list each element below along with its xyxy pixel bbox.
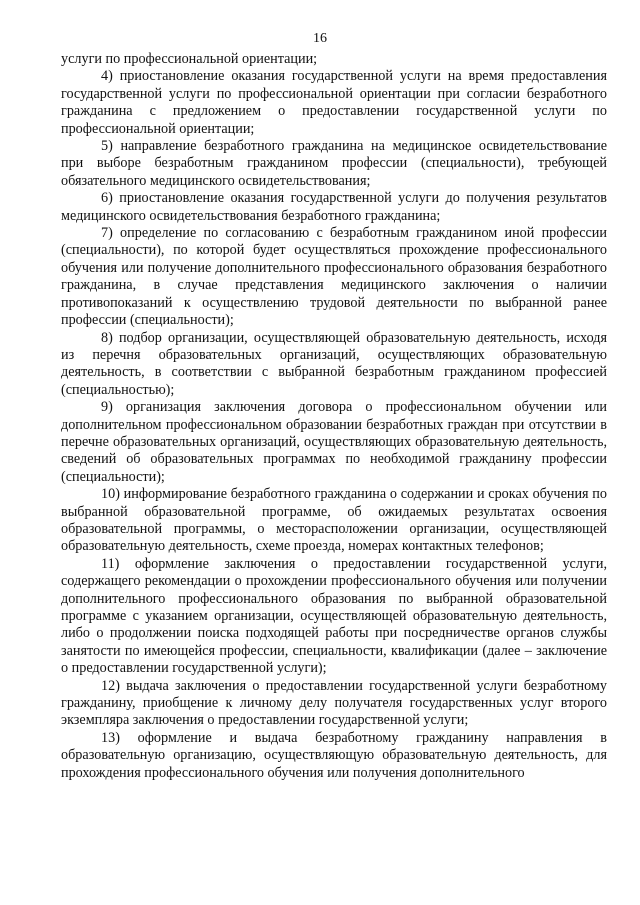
paragraph-item-5: 5) направление безработного гражданина на медицинское освидетельствование при выборе безработным гражданином профессии (специальности), требующей обязательного медицинского освидетельствования; xyxy=(61,138,607,189)
paragraph-item-9: 9) организация заключения договора о профессиональном обучении или дополнительном профессиональном образовании безработных граждан при отсутствии в перечне образовательных организаций, осуществляющих образовательную деятельность, сведений об образовательных программах по необходимой гражданину профессии (специальности); xyxy=(61,399,607,485)
page-number: 16 xyxy=(313,31,327,46)
paragraph-item-10: 10) информирование безработного гражданина о содержании и сроках обучения по выбранной образовательной программе, об ожидаемых результатах освоения образовательной программы, о месторасположении организации, осуществляющей образовательную деятельность, схеме проезда, номерах контактных телефонов; xyxy=(61,486,607,555)
paragraph-item-8: 8) подбор организации, осуществляющей образовательную деятельность, исходя из перечня образовательных организаций, осуществляющих образовательную деятельность, в соответствии с выбранной безработным гражданином профессией (специальностью); xyxy=(61,329,607,398)
paragraph-item-13: 13) оформление и выдача безработному гражданину направления в образовательную организацию, осуществляющую образовательную деятельность, для прохождения профессионального обучения или получения дополнительного xyxy=(61,729,607,781)
paragraph-item-7: 7) определение по согласованию с безработным гражданином иной профессии (специальности), по которой будет осуществляться прохождение профессионального обучения или получение дополнительного профессионального образования безработного гражданина, в случае представления медицинского заключения о наличии противопоказаний к осуществлению трудовой деятельности по выбранной ранее профессии (специальности); xyxy=(61,225,607,329)
paragraph-continuation: услуги по профессиональной ориентации; xyxy=(61,51,318,67)
paragraph-item-6: 6) приостановление оказания государственной услуги до получения результатов медицинского освидетельствования безработного гражданина; xyxy=(61,190,607,224)
paragraph-item-4: 4) приостановление оказания государственной услуги на время предоставления государственной услуги по профессиональной ориентации при согласии безработного гражданина с предложением о предоставлении государственной услуги по профессиональной ориентации; xyxy=(61,68,607,137)
document-body xyxy=(61,51,607,782)
paragraph-item-11: 11) оформление заключения о предоставлении государственной услуги, содержащего рекомендации о прохождении профессионального обучения или получении дополнительного профессионального образования по выбранной образовательной программе с указанием организации, осуществляющей образовательную деятельность, либо о продолжении поиска подходящей работы при посредничестве органов службы занятости по имеющейся профессии, специальности, квалификации (далее – заключение о предоставлении государственной услуги); xyxy=(61,555,607,677)
paragraph-item-12: 12) выдача заключения о предоставлении государственной услуги безработному гражданину, приобщение к личному делу получателя государственных услуг второго экземпляра заключения о предоставлении государственной услуги; xyxy=(61,677,607,729)
